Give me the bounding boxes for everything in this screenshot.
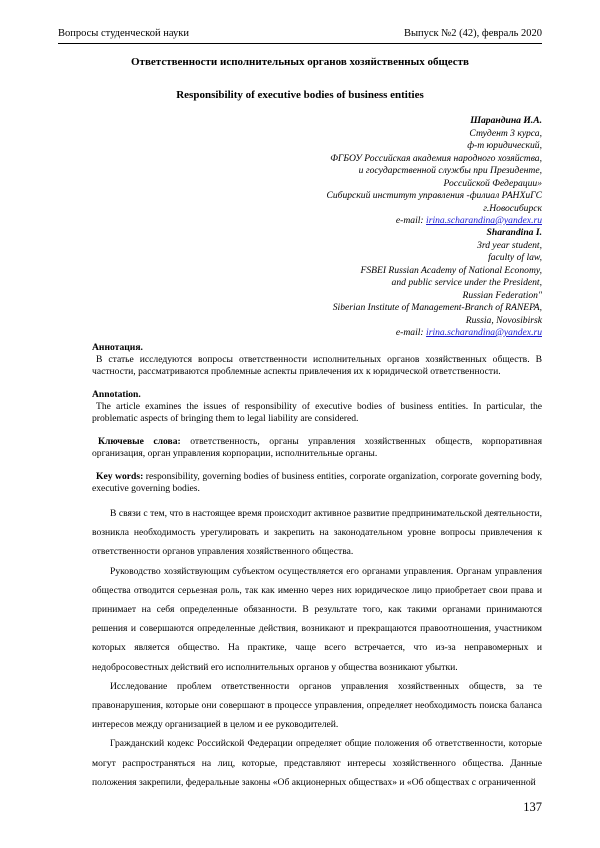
abstract-en-heading: Annotation.	[92, 389, 141, 400]
author-line: г.Новосибирск	[483, 202, 542, 214]
keywords-en	[92, 471, 542, 495]
email-label: e-mail:	[395, 215, 424, 226]
email-link-en[interactable]: irina.scharandina@yandex.ru	[426, 327, 542, 338]
author-name-en: Sharandina I.	[486, 227, 542, 238]
author-line: и государственной службы при Президенте,	[358, 165, 542, 176]
keywords-ru-text: ответственность, органы управления хозяйственных обществ, корпоративная организация, орган управления корпорации, исполнительные органы.	[92, 436, 542, 459]
keywords-en-label: Key words:	[96, 471, 144, 482]
article-body	[92, 504, 542, 792]
author-line: Сибирский институт управления -филиал РАНХиГС	[326, 190, 542, 201]
author-block-en	[333, 227, 542, 340]
body-paragraph: Гражданский кодекс Российской Федерации определяет общие положения об ответственности, которые могут распространяться на лиц, которые, представляют интересы хозяйственного общества. Данные положения закрепили, федеральные законы «Об акционерных обществах» и «Об обществах с ограниченной	[92, 738, 542, 788]
author-line: ф-т юридический,	[467, 140, 542, 151]
email-label: e-mail:	[395, 327, 424, 338]
abstract-ru-text: В статье исследуются вопросы ответственности исполнительных органов хозяйственных обществ. В частности, рассматриваются проблемные аспекты привлечения их к юридической ответственности.	[92, 354, 542, 377]
body-paragraph: В связи с тем, что в настоящее время происходит активное развитие предпринимательской деятельности, возникла необходимость урегулировать и закрепить на законодательном уровне вопросы привлечения к ответственности органов управления хозяйственного общества.	[92, 508, 542, 558]
author-line: 3rd year student,	[477, 239, 542, 251]
body-paragraph: Исследование проблем ответственности органов управления хозяйственных обществ, за те правонарушения, которые они совершают в процессе управления, определяет необходимость поиска баланса интересов между организацией в целом и ее руководителей.	[92, 680, 542, 731]
author-line: Студент 3 курса,	[469, 127, 542, 139]
author-block-ru	[326, 115, 542, 228]
email-line-ru	[326, 215, 542, 228]
abstract-ru	[92, 342, 542, 378]
title-russian: Ответственности исполнительных органов хозяйственных обществ	[131, 56, 469, 68]
author-line: FSBEI Russian Academy of National Economy,	[360, 264, 542, 276]
keywords-ru	[92, 436, 542, 460]
header-rule	[58, 43, 542, 44]
author-line: Siberian Institute of Management-Branch of RANEPA,	[332, 302, 542, 313]
journal-name: Вопросы студенческой науки	[58, 28, 189, 39]
author-line: faculty of law,	[488, 252, 542, 263]
title-english: Responsibility of executive bodies of business entities	[176, 89, 424, 101]
email-link-ru[interactable]: irina.scharandina@yandex.ru	[426, 215, 542, 226]
abstract-ru-heading: Аннотация.	[92, 342, 143, 353]
issue-info: Выпуск №2 (42), февраль 2020	[403, 28, 542, 39]
keywords-ru-label: Ключевые слова:	[98, 436, 181, 447]
email-line-en	[333, 327, 542, 340]
keywords-en-text: responsibility, governing bodies of business entities, corporate organization, corporate governing body, executive governing bodies.	[92, 471, 542, 494]
author-line: Российской Федерации»	[443, 177, 542, 189]
abstract-en-text: The article examines the issues of responsibility of executive bodies of business entities. In particular, the problematic aspects of bringing them to legal liability are considered.	[92, 401, 542, 424]
author-line: and public service under the President,	[391, 277, 542, 288]
author-line: Russian Federation"	[462, 289, 542, 301]
body-paragraph: Руководство хозяйствующим субъектом осуществляется его органами управления. Органам управления общества отводится серьезная роль, так как именно через них юридическое лицо приобретает свои права и принимает на себя определенные обязанности. В результате того, как такими органами принимаются решения и совершаются определенные действия, возникают и прекращаются правоотношения, участником которых является общество. На практике, чаще всего встречается, что из-за неправомерных и недобросовестных действий его исполнительных органов у общества возникают убытки.	[92, 565, 542, 673]
author-line: Russia, Novosibirsk	[465, 314, 542, 326]
page-number: 137	[523, 800, 542, 814]
abstract-en	[92, 389, 542, 425]
author-name-ru: Шарандина И.А.	[470, 115, 542, 126]
author-line: ФГБОУ Российская академия народного хозяйства,	[330, 152, 542, 164]
running-header	[58, 28, 542, 42]
